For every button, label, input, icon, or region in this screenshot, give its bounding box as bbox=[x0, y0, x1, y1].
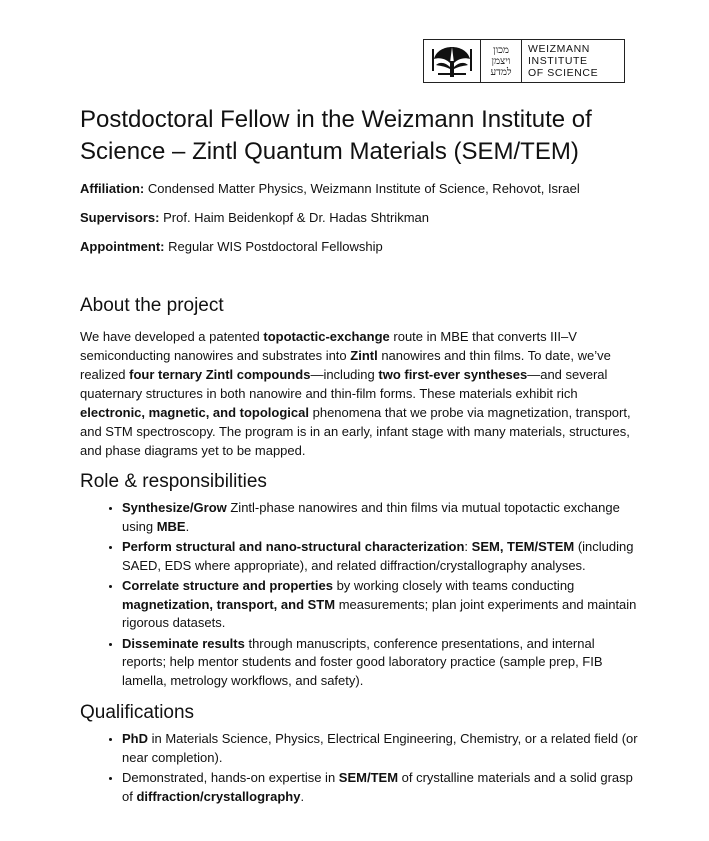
text: through manuscripts, conference presentations, and internal reports; help mentor students and foster good laboratory practice (sample prep, FIB lamella, metrology workflows, and safety). bbox=[122, 635, 603, 688]
text: (including SAED, EDS where appropriate), and related diffraction/crystallography analyses. bbox=[122, 539, 634, 573]
logo-english-line: INSTITUTE bbox=[528, 55, 588, 67]
text: of crystalline materials and a solid grasp of bbox=[122, 770, 633, 804]
logo-hebrew-line: למדע bbox=[490, 66, 512, 78]
text: in Materials Science, Physics, Electrical Engineering, Chemistry, or a related field (or near completion). bbox=[122, 731, 638, 765]
affiliation-label: Affiliation: bbox=[80, 181, 145, 196]
text: phenomena that we probe via magnetization, transport, and STM spectroscopy. The program is in an early, infant stage with many materials, structures, and phase diagrams yet to be mapped. bbox=[80, 405, 631, 458]
text: —and several quaternary structures in both nanowire and thin-film forms. These materials exhibit rich bbox=[80, 367, 608, 401]
weizmann-logo bbox=[423, 39, 625, 83]
list-item bbox=[122, 730, 640, 767]
supervisors-value: Prof. Haim Beidenkopf & Dr. Hadas Shtrikman bbox=[159, 210, 429, 225]
emphasis: PhD bbox=[122, 731, 148, 746]
logo-english-text bbox=[522, 40, 624, 82]
emphasis: MBE bbox=[156, 518, 186, 534]
emphasis: Zintl bbox=[350, 348, 378, 363]
role-list bbox=[80, 499, 640, 690]
qualifications-heading: Qualifications bbox=[80, 702, 195, 723]
list-item bbox=[122, 769, 640, 806]
emphasis: diffraction/crystallography bbox=[136, 788, 301, 804]
text: : bbox=[464, 539, 472, 554]
emphasis: four ternary Zintl compounds bbox=[129, 367, 311, 382]
text: Demonstrated, hands-on expertise in bbox=[122, 770, 339, 785]
emphasis: Perform structural and nano-structural characterization bbox=[122, 539, 465, 554]
emphasis: SEM/TEM bbox=[338, 770, 399, 785]
list-item bbox=[122, 635, 640, 691]
text: route in MBE that converts III–V semiconducting nanowires and substrates into bbox=[80, 329, 577, 363]
text: . bbox=[300, 788, 305, 804]
emphasis: SEM, TEM/STEM bbox=[471, 539, 575, 554]
logo-english-line: WEIZMANN bbox=[528, 43, 590, 55]
text: measurements; plan joint experiments and maintain rigorous datasets. bbox=[122, 596, 637, 630]
about-paragraph bbox=[80, 327, 640, 460]
supervisors-label: Supervisors: bbox=[80, 210, 160, 225]
text: —including bbox=[310, 367, 379, 382]
tree-logo-icon bbox=[424, 40, 481, 82]
affiliation-line bbox=[80, 181, 640, 197]
logo-hebrew-line: מכון bbox=[493, 44, 509, 56]
appointment-value: Regular WIS Postdoctoral Fellowship bbox=[164, 239, 383, 254]
supervisors-line bbox=[80, 210, 640, 226]
emphasis: two first-ever syntheses bbox=[378, 367, 528, 382]
logo-hebrew-line: ויצמן bbox=[491, 55, 511, 67]
qualifications-list bbox=[80, 730, 640, 806]
logo-english-line: OF SCIENCE bbox=[528, 67, 599, 79]
appointment-label: Appointment: bbox=[80, 239, 165, 254]
list-item bbox=[122, 499, 640, 536]
emphasis: electronic, magnetic, and topological bbox=[80, 405, 309, 420]
appointment-line bbox=[80, 239, 640, 255]
emphasis: topotactic-exchange bbox=[263, 329, 390, 344]
logo-hebrew-text bbox=[481, 40, 522, 82]
text: . bbox=[185, 518, 190, 534]
emphasis: Disseminate results bbox=[122, 635, 245, 651]
text: We have developed a patented bbox=[80, 329, 264, 344]
title-line-1: Postdoctoral Fellow in the Weizmann Institute of bbox=[80, 106, 592, 133]
list-item bbox=[122, 577, 640, 633]
emphasis: magnetization, transport, and STM bbox=[122, 596, 336, 612]
text: by working closely with teams conducting bbox=[332, 578, 575, 593]
affiliation-value: Condensed Matter Physics, Weizmann Institute of Science, Rehovot, Israel bbox=[144, 181, 580, 196]
list-item bbox=[122, 538, 640, 575]
title-line-2: Science – Zintl Quantum Materials (SEM/TEM) bbox=[80, 138, 579, 165]
emphasis: Correlate structure and properties bbox=[122, 578, 333, 593]
text: Zintl-phase nanowires and thin films via mutual topotactic exchange using bbox=[122, 500, 620, 534]
text: nanowires and thin films. To date, we’ve realized bbox=[80, 348, 611, 382]
document-body bbox=[80, 104, 640, 808]
role-heading: Role & responsibilities bbox=[80, 471, 267, 492]
page-title bbox=[80, 104, 640, 168]
about-heading: About the project bbox=[80, 295, 224, 316]
emphasis: Synthesize/Grow bbox=[122, 500, 227, 515]
